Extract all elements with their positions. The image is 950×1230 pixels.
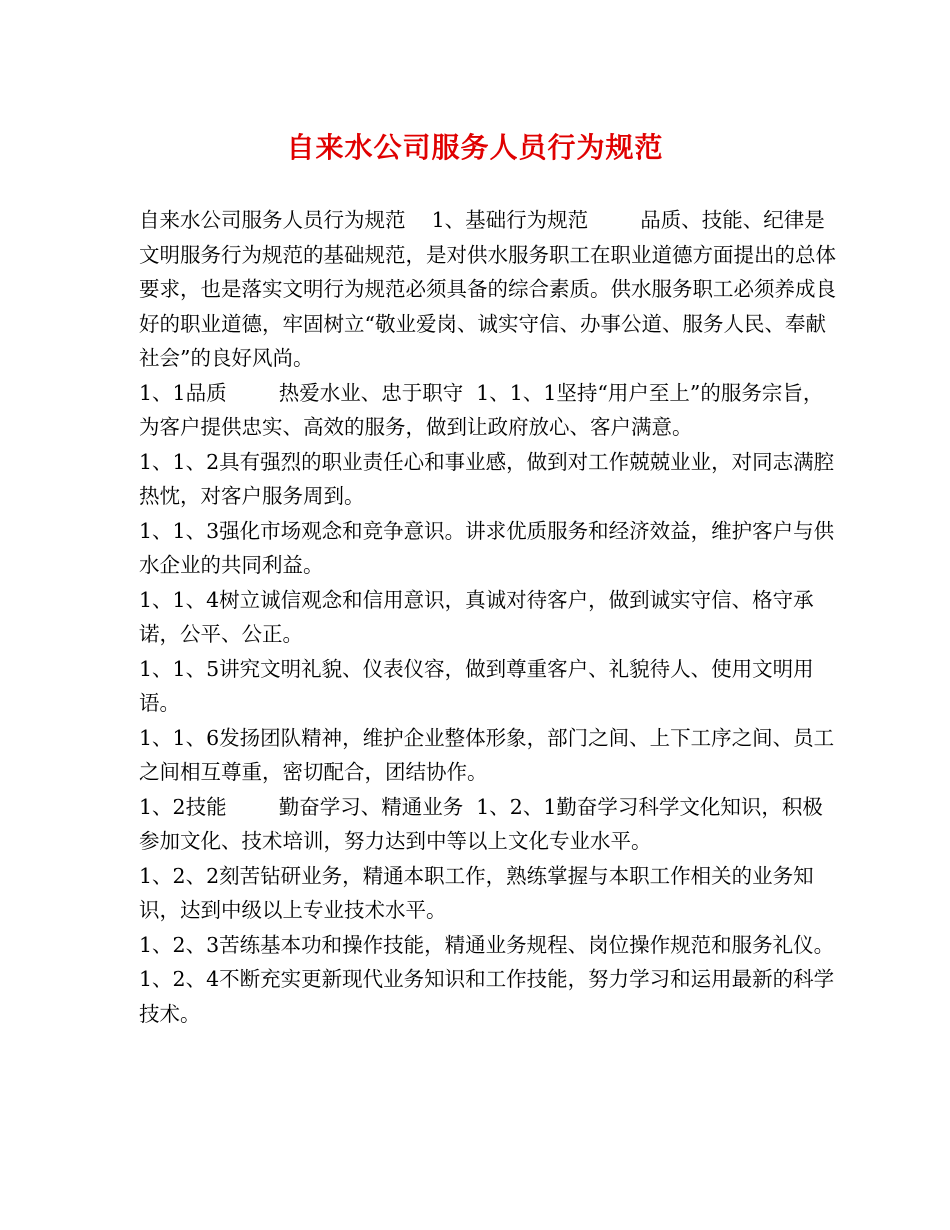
paragraph-1-1-4: 1、1、4树立诚信观念和信用意识，真诚对待客户，做到诚实守信、格守承诺，公平、公正。	[139, 587, 814, 646]
paragraph-1-2: 1、2技能 勤奋学习、精通业务 1、2、1勤奋学习科学文化知识，积极参加文化、技术培训，努力达到中等以上文化专业水平。	[139, 794, 823, 853]
paragraph-1-1-2: 1、1、2具有强烈的职业责任心和事业感，做到对工作兢兢业业，对同志满腔热忱，对客户服务周到。	[139, 449, 835, 508]
paragraph-1-1-6: 1、1、6发扬团队精神，维护企业整体形象，部门之间、上下工序之间、员工之间相互尊重，密切配合，团结协作。	[139, 725, 835, 784]
paragraph-1-1: 1、1品质 热爱水业、忠于职守 1、1、1坚持“用户至上”的服务宗旨，为客户提供忠实、高效的服务，做到让政府放心、客户满意。	[139, 380, 824, 439]
paragraph-1-2-4: 1、2、4不断充实更新现代业务知识和工作技能，努力学习和运用最新的科学技术。	[139, 967, 835, 1026]
paragraph-1-2-3: 1、2、3苦练基本功和操作技能，精通业务规程、岗位操作规范和服务礼仪。	[139, 932, 835, 957]
paragraph-1-1-5: 1、1、5讲究文明礼貌、仪表仪容，做到尊重客户、礼貌待人、使用文明用语。	[139, 656, 814, 715]
paragraph-1-2-2: 1、2、2刻苦钻研业务，精通本职工作，熟练掌握与本职工作相关的业务知识，达到中级以上专业技术水平。	[139, 863, 814, 922]
paragraph-1-1-3: 1、1、3强化市场观念和竞争意识。讲求优质服务和经济效益，维护客户与供水企业的共同利益。	[139, 518, 835, 577]
document-title: 自来水公司服务人员行为规范	[286, 131, 664, 164]
paragraph-intro: 自来水公司服务人员行为规范 1、基础行为规范 品质、技能、纪律是文明服务行为规范的基础规范，是对供水服务职工在职业道德方面提出的总体要求，也是落实文明行为规范必须具备的综合素质。供水服务职工必须养成良好的职业道德，牢固树立“敬业爱岗、诚实守信、办事公道、服务人民、奉献社会”的良好风尚。	[139, 208, 836, 370]
document-body	[139, 203, 839, 1031]
